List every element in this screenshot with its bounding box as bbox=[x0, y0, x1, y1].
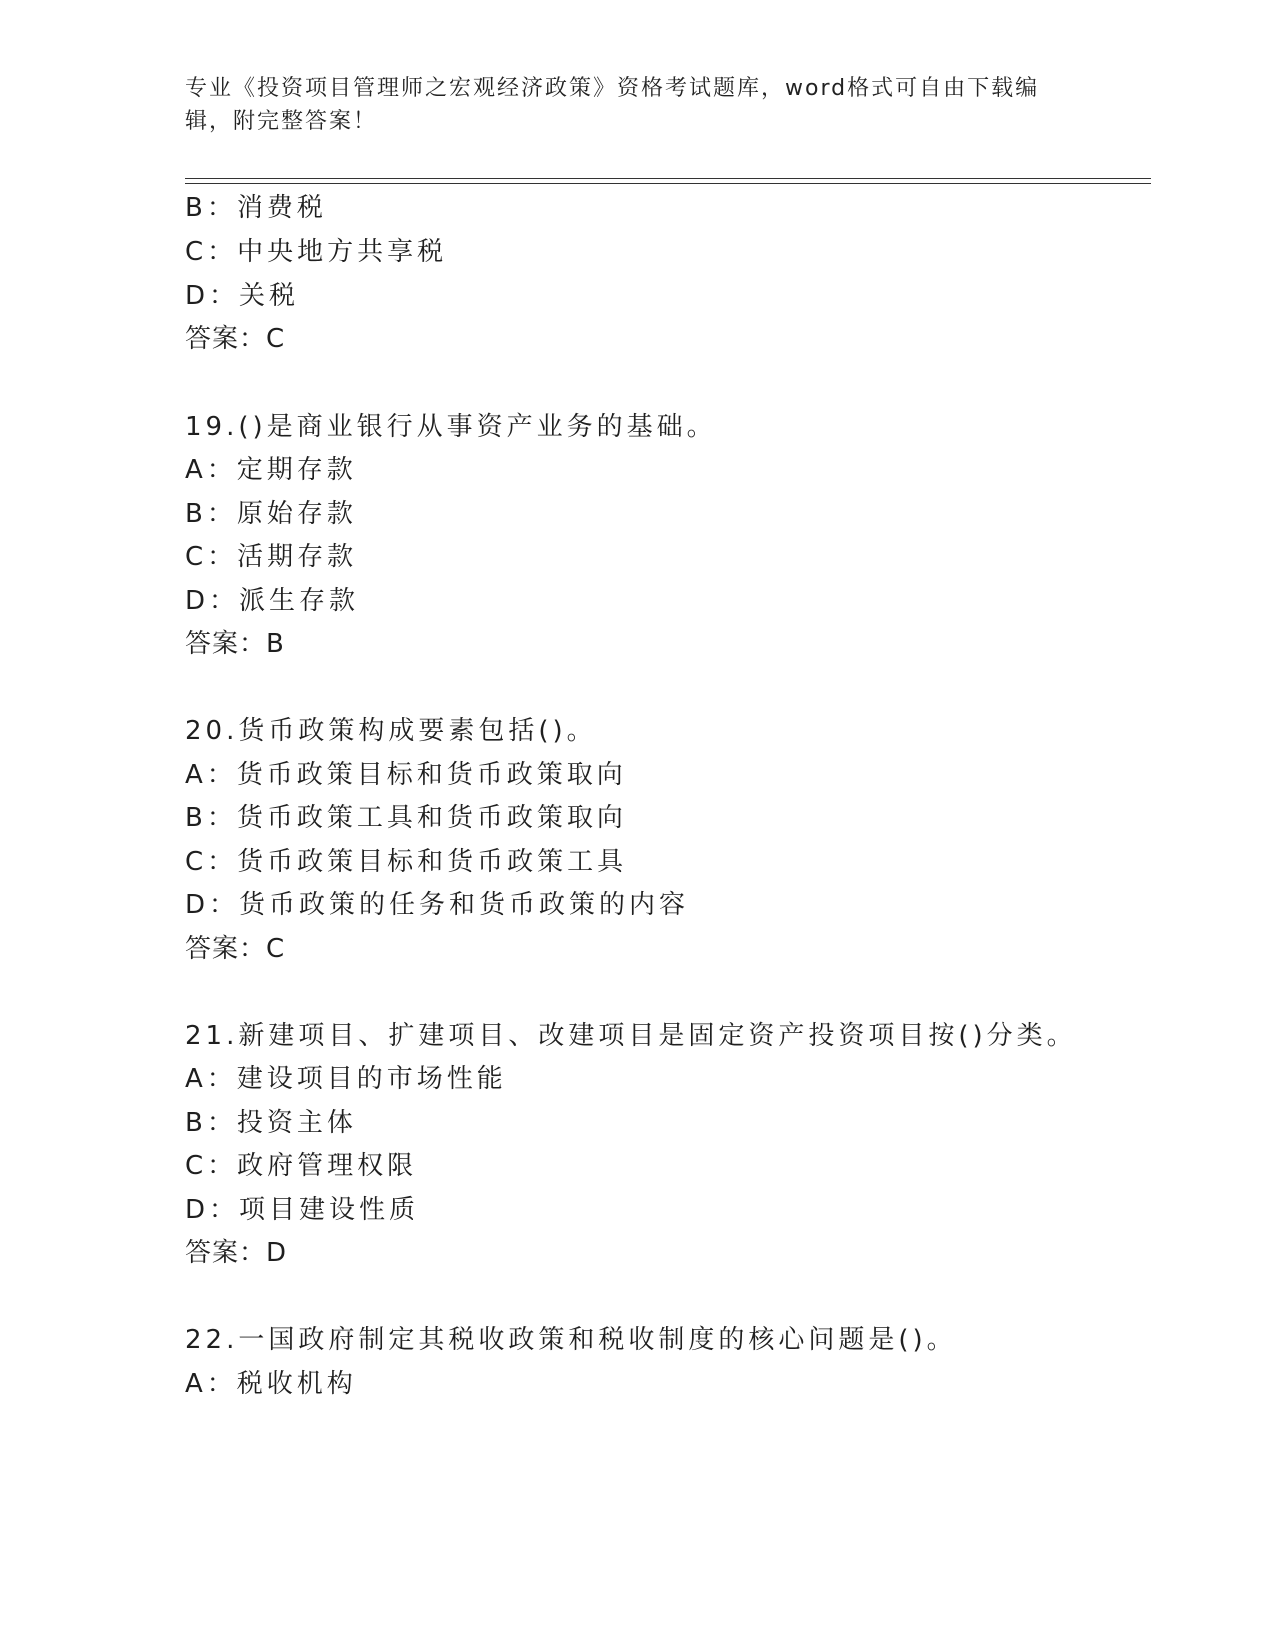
q18-answer: 答案：C bbox=[185, 324, 286, 354]
q20-stem: 20.货币政策构成要素包括()。 bbox=[185, 716, 597, 746]
q18-option-c: C：中央地方共享税 bbox=[185, 237, 448, 267]
q19-option-b: B：原始存款 bbox=[185, 499, 357, 529]
q21-option-c: C：政府管理权限 bbox=[185, 1151, 418, 1181]
q19-stem: 19.()是商业银行从事资产业务的基础。 bbox=[185, 412, 717, 442]
q22-stem: 22.一国政府制定其税收政策和税收制度的核心问题是()。 bbox=[185, 1325, 957, 1355]
q21-option-d: D：项目建设性质 bbox=[185, 1195, 420, 1225]
q20-option-d: D：货币政策的任务和货币政策的内容 bbox=[185, 890, 690, 920]
header-divider-top bbox=[185, 178, 1151, 179]
header-intro-line-2: 辑，附完整答案！ bbox=[185, 109, 378, 134]
header-intro-line-1: 专业《投资项目管理师之宏观经济政策》资格考试题库，word格式可自由下载编 bbox=[185, 76, 1040, 101]
header-divider-bottom bbox=[185, 183, 1151, 184]
q21-answer: 答案：D bbox=[185, 1238, 288, 1268]
q19-option-c: C：活期存款 bbox=[185, 542, 358, 572]
q19-option-a: A：定期存款 bbox=[185, 455, 357, 485]
q20-answer: 答案：C bbox=[185, 934, 286, 964]
q22-option-a: A：税收机构 bbox=[185, 1369, 357, 1399]
q18-option-b: B：消费税 bbox=[185, 193, 327, 223]
q19-answer: 答案：B bbox=[185, 629, 285, 659]
q21-option-b: B：投资主体 bbox=[185, 1108, 357, 1138]
document-header bbox=[185, 72, 1065, 138]
q21-option-a: A：建设项目的市场性能 bbox=[185, 1064, 507, 1094]
q20-option-a: A：货币政策目标和货币政策取向 bbox=[185, 760, 627, 790]
q18-option-d: D：关税 bbox=[185, 281, 300, 311]
q19-option-d: D：派生存款 bbox=[185, 586, 360, 616]
q21-stem: 21.新建项目、扩建项目、改建项目是固定资产投资项目按()分类。 bbox=[185, 1021, 1077, 1051]
q20-option-b: B：货币政策工具和货币政策取向 bbox=[185, 803, 627, 833]
q20-option-c: C：货币政策目标和货币政策工具 bbox=[185, 847, 628, 877]
